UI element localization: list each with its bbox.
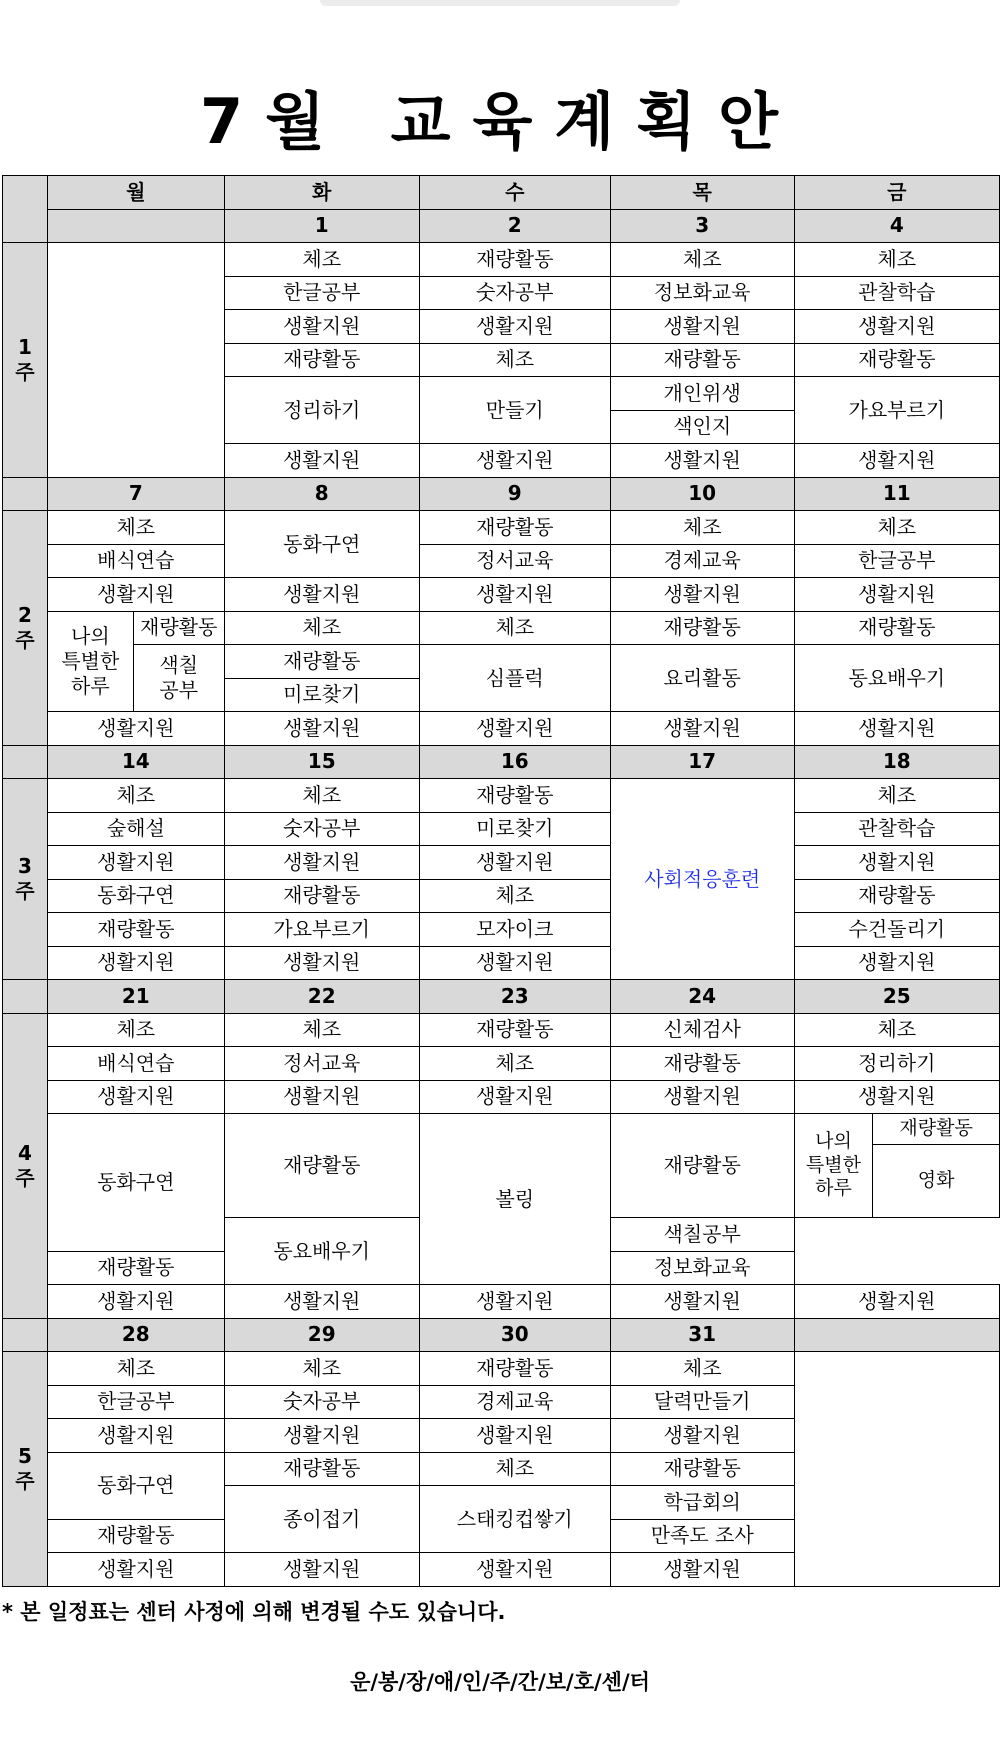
activity-cell: 생활지원 bbox=[610, 1553, 794, 1587]
activity-cell: 신체검사 bbox=[610, 1013, 794, 1047]
activity-cell: 체조 bbox=[419, 343, 610, 377]
day-header-tue: 화 bbox=[224, 176, 419, 210]
activity-cell: 재량활동 bbox=[794, 611, 999, 645]
activity-cell: 숫자공부 bbox=[224, 812, 419, 846]
activity-cell: 생활지원 bbox=[47, 846, 224, 880]
date-cell: 2 bbox=[419, 209, 610, 243]
activity-cell: 생활지원 bbox=[224, 1080, 419, 1114]
activity-cell: 생활지원 bbox=[47, 1419, 224, 1453]
date-row-spacer bbox=[3, 1318, 48, 1352]
date-row-spacer bbox=[3, 745, 48, 779]
activity-cell: 체조 bbox=[419, 1047, 610, 1081]
activity-cell: 달력만들기 bbox=[610, 1385, 794, 1419]
activity-cell: 정보화교육 bbox=[610, 1251, 794, 1285]
activity-cell: 생활지원 bbox=[47, 1285, 224, 1319]
activity-cell: 생활지원 bbox=[419, 1080, 610, 1114]
activity-cell: 생활지원 bbox=[610, 712, 794, 746]
activity-cell: 나의 특별한 하루 bbox=[47, 611, 133, 712]
activity-cell: 체조 bbox=[419, 611, 610, 645]
date-row-week-2 bbox=[3, 477, 1000, 511]
activity-cell: 색인지 bbox=[610, 410, 794, 444]
activity-cell: 동화구연 bbox=[47, 1452, 224, 1519]
activity-cell: 생활지원 bbox=[224, 310, 419, 344]
activity-cell: 재량활동 bbox=[794, 343, 999, 377]
activity-cell: 종이접기 bbox=[224, 1486, 419, 1553]
activity-cell: 체조 bbox=[419, 1452, 610, 1486]
activity-cell: 개인위생 bbox=[610, 377, 794, 411]
activity-cell: 재량활동 bbox=[419, 1013, 610, 1047]
activity-cell: 숫자공부 bbox=[419, 276, 610, 310]
activity-cell: 색칠공부 bbox=[610, 1218, 794, 1252]
activity-cell: 생활지원 bbox=[794, 712, 999, 746]
activity-cell: 숲해설 bbox=[47, 812, 224, 846]
activity-cell: 재량활동 bbox=[224, 1114, 419, 1218]
activity-cell: 정서교육 bbox=[419, 544, 610, 578]
date-cell: 30 bbox=[419, 1318, 610, 1352]
date-row-week-5 bbox=[3, 1318, 1000, 1352]
date-cell: 7 bbox=[47, 477, 224, 511]
activity-cell: 생활지원 bbox=[419, 946, 610, 980]
activity-cell: 재량활동 bbox=[873, 1114, 999, 1145]
activity-cell: 생활지원 bbox=[794, 444, 999, 478]
activity-cell: 체조 bbox=[224, 1352, 419, 1386]
activity-cell: 생활지원 bbox=[224, 1285, 419, 1319]
week-label: 3 주 bbox=[3, 779, 48, 980]
activity-cell: 생활지원 bbox=[610, 310, 794, 344]
activity-cell: 가요부르기 bbox=[794, 377, 999, 444]
activity-cell: 생활지원 bbox=[419, 310, 610, 344]
activity-cell: 재량활동 bbox=[47, 913, 224, 947]
activity-cell: 생활지원 bbox=[224, 578, 419, 612]
activity-cell: 미로찾기 bbox=[224, 678, 419, 712]
activity-cell: 체조 bbox=[610, 511, 794, 545]
activity-cell: 재량활동 bbox=[419, 511, 610, 545]
week-label: 1 주 bbox=[3, 243, 48, 478]
activity-cell: 가요부르기 bbox=[224, 913, 419, 947]
activity-cell: 수건돌리기 bbox=[794, 913, 999, 947]
date-cell: 29 bbox=[224, 1318, 419, 1352]
activity-cell: 생활지원 bbox=[794, 946, 999, 980]
activity-cell: 생활지원 bbox=[419, 444, 610, 478]
activity-cell: 정서교육 bbox=[224, 1047, 419, 1081]
activity-cell: 배식연습 bbox=[47, 544, 224, 578]
activity-cell: 정리하기 bbox=[224, 377, 419, 444]
schedule-notice: * 본 일정표는 센터 사정에 의해 변경될 수도 있습니다. bbox=[2, 1600, 506, 1624]
activity-cell: 생활지원 bbox=[419, 578, 610, 612]
activity-cell: 재량활동 bbox=[610, 611, 794, 645]
date-cell: 15 bbox=[224, 745, 419, 779]
activity-cell: 관찰학습 bbox=[794, 276, 999, 310]
date-cell bbox=[47, 209, 224, 243]
activity-cell: 체조 bbox=[224, 1013, 419, 1047]
day-header-mon: 월 bbox=[47, 176, 224, 210]
activity-cell: 체조 bbox=[47, 779, 224, 813]
activity-cell: 생활지원 bbox=[419, 846, 610, 880]
activity-cell: 생활지원 bbox=[610, 444, 794, 478]
activity-cell: 체조 bbox=[794, 243, 999, 277]
top-scroll-indicator bbox=[320, 0, 680, 6]
activity-cell: 생활지원 bbox=[47, 578, 224, 612]
activity-cell: 동요배우기 bbox=[794, 645, 999, 712]
activity-cell: 체조 bbox=[419, 879, 610, 913]
activity-cell: 심플럭 bbox=[419, 645, 610, 712]
date-cell bbox=[794, 1318, 999, 1352]
date-row-week-3 bbox=[3, 745, 1000, 779]
activity-cell: 한글공부 bbox=[794, 544, 999, 578]
date-cell: 23 bbox=[419, 980, 610, 1014]
activity-cell: 재량활동 bbox=[419, 243, 610, 277]
activity-cell: 생활지원 bbox=[47, 1553, 224, 1587]
activity-cell: 재량활동 bbox=[419, 1352, 610, 1386]
page-title: 7월 교육계획안 bbox=[199, 85, 801, 158]
activity-cell: 생활지원 bbox=[794, 1080, 999, 1114]
activity-cell: 생활지원 bbox=[224, 946, 419, 980]
activity-cell: 재량활동 bbox=[610, 1114, 794, 1218]
date-cell: 17 bbox=[610, 745, 794, 779]
date-cell: 28 bbox=[47, 1318, 224, 1352]
center-name: 운/봉/장/애/인/주/간/보/호/센/터 bbox=[350, 1670, 650, 1694]
activity-cell: 영화 bbox=[917, 1169, 955, 1192]
week-label: 4 주 bbox=[3, 1013, 48, 1318]
date-cell: 3 bbox=[610, 209, 794, 243]
activity-cell: 재량활동 bbox=[224, 1452, 419, 1486]
activity-cell: 생활지원 bbox=[419, 1285, 610, 1319]
activity-cell: 생활지원 bbox=[47, 946, 224, 980]
date-row-spacer bbox=[3, 980, 48, 1014]
date-row-week-4 bbox=[3, 980, 1000, 1014]
corner-cell bbox=[3, 176, 48, 243]
activity-cell: 정리하기 bbox=[794, 1047, 999, 1081]
activity-cell: 생활지원 bbox=[610, 1419, 794, 1453]
activity-cell: 재량활동 bbox=[794, 879, 999, 913]
activity-cell: 생활지원 bbox=[419, 1419, 610, 1453]
day-header-row bbox=[3, 176, 1000, 210]
activity-cell: 재량활동 bbox=[610, 343, 794, 377]
day-header-fri: 금 bbox=[794, 176, 999, 210]
activity-cell: 생활지원 bbox=[610, 1080, 794, 1114]
activity-cell: 체조 bbox=[794, 1013, 999, 1047]
date-cell: 31 bbox=[610, 1318, 794, 1352]
week-label: 2 주 bbox=[3, 511, 48, 746]
date-cell: 1 bbox=[224, 209, 419, 243]
date-row-week-1 bbox=[3, 209, 1000, 243]
empty-cell bbox=[47, 243, 224, 478]
activity-cell: 체조 bbox=[47, 1352, 224, 1386]
activity-cell: 재량활동 bbox=[610, 1452, 794, 1486]
activity-cell: 생활지원 bbox=[794, 846, 999, 880]
activity-cell: 동화구연 bbox=[47, 879, 224, 913]
activity-cell: 생활지원 bbox=[47, 712, 224, 746]
activity-cell: 학급회의 bbox=[610, 1486, 794, 1520]
activity-cell: 동화구연 bbox=[224, 511, 419, 578]
activity-cell: 스태킹컵쌓기 bbox=[419, 1486, 610, 1553]
activity-cell: 재량활동 bbox=[47, 1519, 224, 1553]
date-row-spacer bbox=[3, 477, 48, 511]
activity-cell: 색칠 공부 bbox=[133, 645, 224, 712]
special-event-cell: 사회적응훈련 bbox=[610, 779, 794, 980]
date-cell: 16 bbox=[419, 745, 610, 779]
date-cell: 9 bbox=[419, 477, 610, 511]
activity-cell: 한글공부 bbox=[224, 276, 419, 310]
date-cell: 22 bbox=[224, 980, 419, 1014]
activity-cell: 한글공부 bbox=[47, 1385, 224, 1419]
activity-cell: 생활지원 bbox=[224, 1553, 419, 1587]
activity-cell: 만족도 조사 bbox=[610, 1519, 794, 1553]
activity-cell: 경제교육 bbox=[610, 544, 794, 578]
empty-cell bbox=[794, 1352, 999, 1587]
activity-cell: 볼링 bbox=[419, 1114, 610, 1285]
activity-cell: 체조 bbox=[610, 1352, 794, 1386]
activity-cell: 재량활동 bbox=[224, 343, 419, 377]
day-header-wed: 수 bbox=[419, 176, 610, 210]
date-cell: 18 bbox=[794, 745, 999, 779]
activity-cell: 체조 bbox=[224, 243, 419, 277]
date-cell: 11 bbox=[794, 477, 999, 511]
activity-cell: 생활지원 bbox=[610, 578, 794, 612]
schedule-table bbox=[2, 175, 1000, 1587]
activity-cell: 생활지원 bbox=[224, 444, 419, 478]
activity-cell: 생활지원 bbox=[224, 1419, 419, 1453]
activity-cell: 재량활동 bbox=[47, 1251, 224, 1285]
activity-cell: 나의 특별한 하루 bbox=[795, 1114, 873, 1217]
activity-cell: 만들기 bbox=[419, 377, 610, 444]
activity-cell: 요리활동 bbox=[610, 645, 794, 712]
activity-cell: 재량활동 bbox=[610, 1047, 794, 1081]
activity-cell: 미로찾기 bbox=[419, 812, 610, 846]
activity-cell: 생활지원 bbox=[419, 1553, 610, 1587]
activity-cell: 생활지원 bbox=[794, 1285, 999, 1319]
activity-cell: 생활지원 bbox=[610, 1285, 794, 1319]
activity-cell: 생활지원 bbox=[794, 310, 999, 344]
activity-cell: 재량활동 bbox=[133, 611, 224, 645]
activity-cell: 생활지원 bbox=[224, 712, 419, 746]
activity-cell: 생활지원 bbox=[794, 578, 999, 612]
date-cell: 4 bbox=[794, 209, 999, 243]
activity-cell: 모자이크 bbox=[419, 913, 610, 947]
activity-cell: 생활지원 bbox=[419, 712, 610, 746]
date-cell: 10 bbox=[610, 477, 794, 511]
activity-cell: 숫자공부 bbox=[224, 1385, 419, 1419]
activity-cell: 재량활동 bbox=[419, 779, 610, 813]
fri-split-cell bbox=[794, 1114, 999, 1218]
activity-cell: 체조 bbox=[47, 1013, 224, 1047]
date-cell: 8 bbox=[224, 477, 419, 511]
week-label: 5 주 bbox=[3, 1352, 48, 1587]
date-cell: 25 bbox=[794, 980, 999, 1014]
fri-split-table bbox=[795, 1114, 999, 1217]
activity-cell: 관찰학습 bbox=[794, 812, 999, 846]
activity-cell: 체조 bbox=[47, 511, 224, 545]
activity-cell: 배식연습 bbox=[47, 1047, 224, 1081]
activity-cell: 생활지원 bbox=[47, 1080, 224, 1114]
activity-cell: 경제교육 bbox=[419, 1385, 610, 1419]
activity-cell: 체조 bbox=[794, 511, 999, 545]
date-cell: 21 bbox=[47, 980, 224, 1014]
activity-cell: 체조 bbox=[610, 243, 794, 277]
activity-cell: 동요배우기 bbox=[224, 1218, 419, 1285]
activity-cell: 재량활동 bbox=[224, 879, 419, 913]
activity-cell: 동화구연 bbox=[47, 1114, 224, 1252]
activity-cell: 체조 bbox=[794, 779, 999, 813]
activity-cell: 정보화교육 bbox=[610, 276, 794, 310]
date-cell: 14 bbox=[47, 745, 224, 779]
day-header-thu: 목 bbox=[610, 176, 794, 210]
activity-cell: 재량활동 bbox=[224, 645, 419, 679]
activity-cell: 생활지원 bbox=[224, 846, 419, 880]
date-cell: 24 bbox=[610, 980, 794, 1014]
activity-cell: 체조 bbox=[224, 779, 419, 813]
activity-cell: 체조 bbox=[224, 611, 419, 645]
